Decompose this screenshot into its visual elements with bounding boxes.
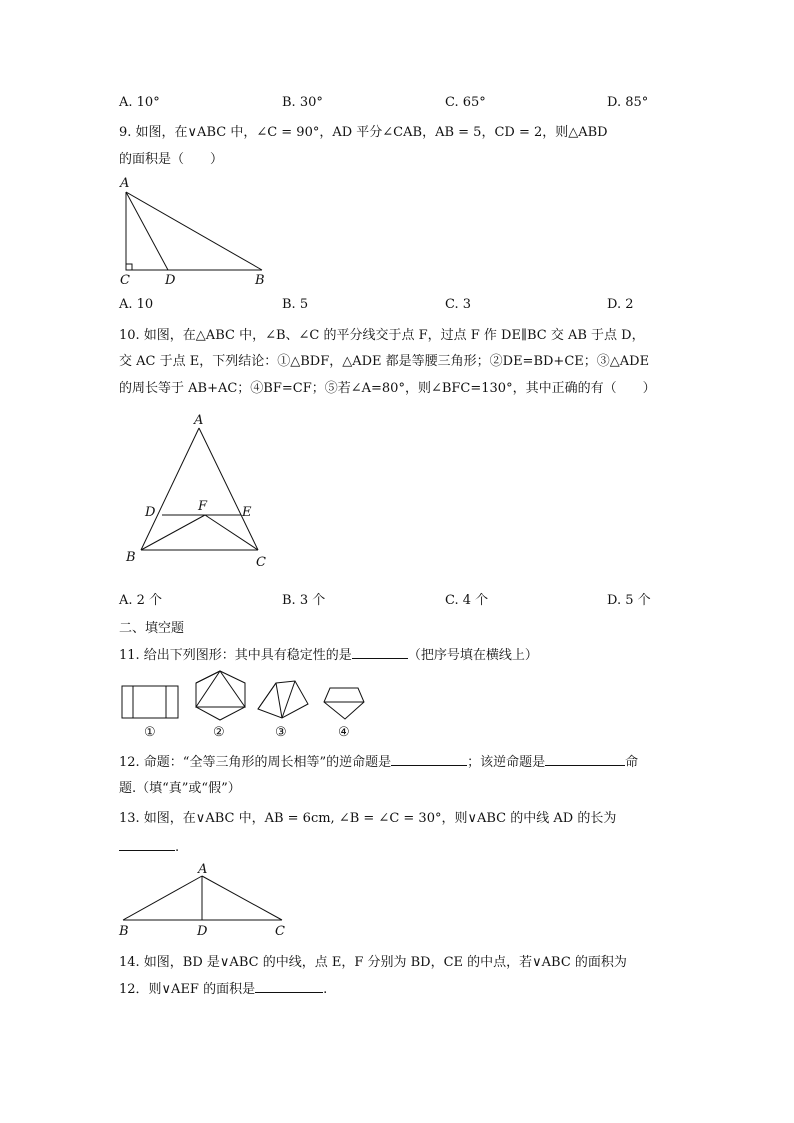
q11-label-3: ③ bbox=[275, 725, 287, 740]
q10-label-c: C bbox=[256, 555, 266, 570]
q8-option-b: B. 30° bbox=[282, 95, 323, 110]
q11-tail: （把序号填在横线上） bbox=[407, 648, 538, 663]
q9-option-a: A. 10 bbox=[119, 297, 154, 312]
q8-option-a: A. 10° bbox=[119, 95, 160, 110]
q11-label-1: ① bbox=[144, 725, 156, 740]
q9-option-b: B. 5 bbox=[282, 297, 309, 312]
q8-option-c: C. 65° bbox=[445, 95, 486, 110]
q9-label-b: B bbox=[255, 273, 265, 288]
q13-segment-ab bbox=[123, 876, 202, 920]
q11-label-4: ④ bbox=[338, 725, 350, 740]
q9-option-c: C. 3 bbox=[445, 297, 472, 312]
q12-stem-line2: 题.（填“真”或“假”） bbox=[119, 781, 241, 796]
q10-stem-line2: 交 AC 于点 E，下列结论：①△BDF，△ADE 都是等腰三角形；②DE=BD+CE；③△ADE bbox=[119, 354, 650, 369]
q12-tail: 命 bbox=[625, 755, 639, 770]
q9-option-d: D. 2 bbox=[607, 297, 634, 312]
q10-label-f: F bbox=[198, 499, 208, 514]
q10-label-e: E bbox=[242, 505, 252, 520]
q13-label-d: D bbox=[197, 924, 208, 939]
q14-text: 12．则∨AEF 的面积是 bbox=[119, 982, 256, 997]
q14-answer-blank[interactable] bbox=[255, 980, 323, 993]
section-title: 二、填空题 bbox=[119, 621, 185, 636]
q8-option-d: D. 85° bbox=[607, 95, 649, 110]
q10-label-a: A bbox=[194, 413, 204, 428]
q13-label-a: A bbox=[198, 862, 208, 877]
q9-stem-line1: 9. 如图，在∨ABC 中，∠C = 90°，AD 平分∠CAB，AB = 5，CD = 2，则△ABD bbox=[119, 125, 608, 140]
q10-label-d: D bbox=[145, 505, 156, 520]
q10-label-b: B bbox=[126, 550, 136, 565]
q10-stem-line1: 10. 如图，在△ABC 中，∠B、∠C 的平分线交于点 F，过点 F 作 DE∥BC 交 AB 于点 D， bbox=[119, 328, 645, 343]
q13-segment-ac bbox=[202, 876, 282, 920]
q14-stem-line2 bbox=[119, 978, 327, 997]
q11-label-2: ② bbox=[213, 725, 225, 740]
q10-stem-line3: 的周长等于 AB+AC；④BF=CF；⑤若∠A=80°，则∠BFC=130°，其中正确的有（ ） bbox=[119, 381, 656, 396]
q14-tail: . bbox=[323, 982, 328, 997]
q13-stem-line1: 13. 如图，在∨ABC 中，AB = 6cm, ∠B = ∠C = 30°，则∨ABC 的中线 AD 的长为 bbox=[119, 811, 617, 826]
q10-option-d: D. 5 个 bbox=[607, 593, 651, 608]
q11-text: 11. 给出下列图形：其中具有稳定性的是 bbox=[119, 648, 352, 663]
q10-option-a: A. 2 个 bbox=[119, 593, 163, 608]
q12-text: 12. 命题：“全等三角形的周长相等”的逆命题是 bbox=[119, 755, 392, 770]
q10-option-c: C. 4 个 bbox=[445, 593, 489, 608]
q9-stem-line2: 的面积是（ ） bbox=[119, 152, 224, 167]
q10-option-b: B. 3 个 bbox=[282, 593, 326, 608]
q14-stem-line1: 14. 如图，BD 是∨ABC 的中线，点 E，F 分别为 BD，CE 的中点，若∨ABC 的面积为 bbox=[119, 955, 627, 970]
q13-label-b: B bbox=[119, 924, 129, 939]
q12-mid: ；该逆命题是 bbox=[467, 755, 546, 770]
q13-label-c: C bbox=[275, 924, 285, 939]
q9-label-a: A bbox=[120, 176, 130, 191]
q13-tail: . bbox=[175, 840, 180, 855]
q9-label-d: D bbox=[165, 273, 176, 288]
q9-label-c: C bbox=[120, 273, 130, 288]
